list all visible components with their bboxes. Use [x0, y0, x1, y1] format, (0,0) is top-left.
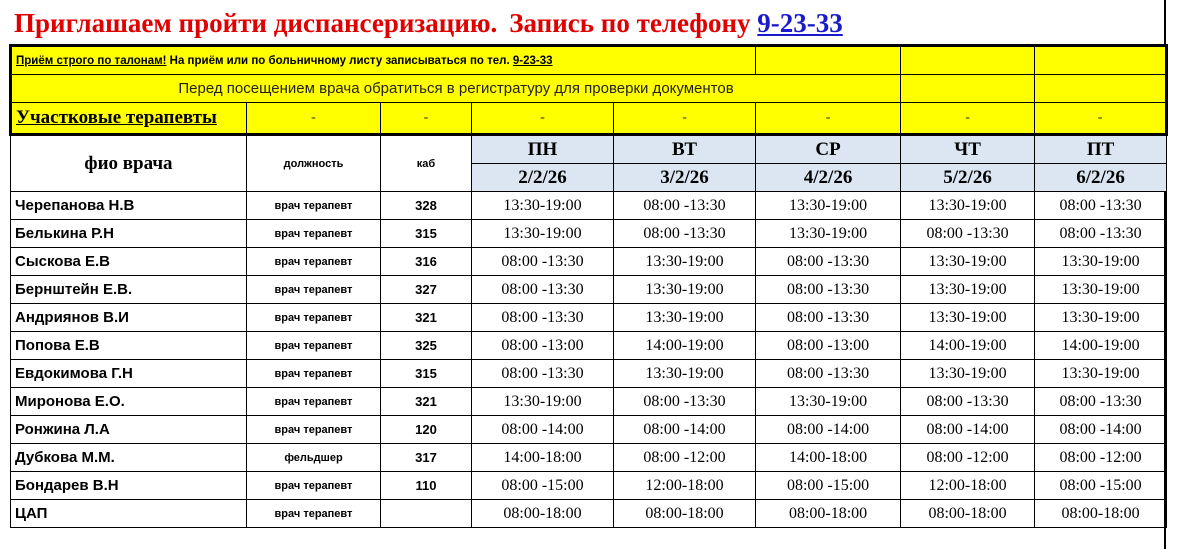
- doctor-name: Андриянов В.И: [11, 304, 247, 332]
- header-position: должность: [247, 135, 381, 192]
- table-row: [11, 360, 1167, 388]
- doctor-hours: 13:30-19:00: [901, 276, 1035, 304]
- doctor-position: врач терапевт: [247, 192, 381, 220]
- doctor-hours: 08:00 -13:30: [472, 304, 614, 332]
- doctor-hours: 13:30-19:00: [472, 220, 614, 248]
- table-row: [11, 248, 1167, 276]
- schedule-table: [9, 44, 1168, 528]
- header-date-fri: 6/2/26: [1035, 164, 1167, 192]
- doctor-position: врач терапевт: [247, 248, 381, 276]
- doctor-hours: 13:30-19:00: [756, 388, 901, 416]
- doctor-hours: 14:00-19:00: [901, 332, 1035, 360]
- header-cabinet: каб: [381, 135, 472, 192]
- doctor-hours: 08:00 -13:30: [1035, 220, 1167, 248]
- doctor-position: врач терапевт: [247, 276, 381, 304]
- title-text: Приглашаем пройти диспансеризацию.: [14, 8, 498, 38]
- info-cell: Перед посещением врача обратиться в регистратуру для проверки документов: [11, 75, 901, 103]
- doctor-cabinet: 325: [381, 332, 472, 360]
- doctor-cabinet: 317: [381, 444, 472, 472]
- doctor-name: Бернштейн Е.В.: [11, 276, 247, 304]
- doctor-hours: 08:00 -15:00: [1035, 472, 1167, 500]
- header-day-tue: ВТ: [614, 135, 756, 164]
- doctor-hours: 08:00 -13:30: [1035, 388, 1167, 416]
- header-fio: фио врача: [11, 135, 247, 192]
- doctor-hours: 08:00 -12:00: [901, 444, 1035, 472]
- doctor-hours: 13:30-19:00: [472, 192, 614, 220]
- doctor-name: Белькина Р.Н: [11, 220, 247, 248]
- dash-cell: -: [756, 103, 901, 135]
- doctor-hours: 08:00 -15:00: [756, 472, 901, 500]
- doctor-hours: 08:00 -13:30: [614, 388, 756, 416]
- doctor-hours: 13:30-19:00: [1035, 304, 1167, 332]
- doctor-name: Сыскова Е.В: [11, 248, 247, 276]
- doctor-hours: 13:30-19:00: [1035, 360, 1167, 388]
- table-row: [11, 220, 1167, 248]
- doctor-hours: 08:00-18:00: [614, 500, 756, 528]
- table-row: [11, 276, 1167, 304]
- doctor-hours: 08:00 -13:30: [472, 248, 614, 276]
- doctor-hours: 13:30-19:00: [614, 304, 756, 332]
- doctor-cabinet: 110: [381, 472, 472, 500]
- dash-cell: -: [472, 103, 614, 135]
- doctor-hours: 08:00-18:00: [472, 500, 614, 528]
- doctor-hours: 08:00 -13:00: [472, 332, 614, 360]
- doctor-hours: 12:00-18:00: [614, 472, 756, 500]
- doctor-cabinet: 120: [381, 416, 472, 444]
- doctor-hours: 13:30-19:00: [472, 388, 614, 416]
- title-text-2: Запись по телефону: [509, 8, 751, 38]
- doctor-hours: 08:00-18:00: [901, 500, 1035, 528]
- dash-cell: -: [614, 103, 756, 135]
- doctor-cabinet: 321: [381, 388, 472, 416]
- table-row: [11, 444, 1167, 472]
- doctor-hours: 08:00 -13:00: [756, 332, 901, 360]
- notice-cell: [11, 46, 756, 75]
- doctor-hours: 08:00 -14:00: [614, 416, 756, 444]
- table-row: [11, 472, 1167, 500]
- doctor-hours: 13:30-19:00: [614, 360, 756, 388]
- doctor-name: Миронова Е.О.: [11, 388, 247, 416]
- doctor-hours: 13:30-19:00: [901, 304, 1035, 332]
- doctor-hours: 12:00-18:00: [901, 472, 1035, 500]
- table-row: [11, 416, 1167, 444]
- info-empty-cell: [1035, 75, 1167, 103]
- doctor-position: фельдшер: [247, 444, 381, 472]
- header-date-wed: 4/2/26: [756, 164, 901, 192]
- dash-cell: -: [381, 103, 472, 135]
- doctor-hours: 13:30-19:00: [901, 192, 1035, 220]
- doctor-hours: 14:00-19:00: [614, 332, 756, 360]
- notice-empty-cell: [901, 46, 1035, 75]
- doctor-hours: 13:30-19:00: [1035, 248, 1167, 276]
- notice-rest: На приём или по больничному листу записываться по тел.: [166, 54, 513, 67]
- info-row: [11, 75, 1167, 103]
- doctor-hours: 13:30-19:00: [901, 360, 1035, 388]
- doctor-hours: 08:00 -13:30: [756, 248, 901, 276]
- header-row-days: [11, 135, 1167, 164]
- doctor-hours: 08:00 -14:00: [1035, 416, 1167, 444]
- doctor-hours: 08:00 -13:30: [614, 220, 756, 248]
- dash-cell: -: [901, 103, 1035, 135]
- doctor-hours: 14:00-18:00: [756, 444, 901, 472]
- doctor-name: ЦАП: [11, 500, 247, 528]
- doctor-name: Дубкова М.М.: [11, 444, 247, 472]
- doctor-hours: 08:00 -12:00: [614, 444, 756, 472]
- section-title: Участковые терапевты: [11, 103, 247, 135]
- doctor-cabinet: 327: [381, 276, 472, 304]
- info-empty-cell: [901, 75, 1035, 103]
- doctor-hours: 08:00 -14:00: [756, 416, 901, 444]
- doctor-hours: 14:00-19:00: [1035, 332, 1167, 360]
- doctor-cabinet: [381, 500, 472, 528]
- doctor-hours: 08:00 -13:30: [756, 304, 901, 332]
- table-row: [11, 388, 1167, 416]
- header-day-mon: ПН: [472, 135, 614, 164]
- doctor-name: Черепанова Н.В: [11, 192, 247, 220]
- doctor-name: Ронжина Л.А: [11, 416, 247, 444]
- table-row: [11, 192, 1167, 220]
- doctor-hours: 08:00 -14:00: [472, 416, 614, 444]
- header-day-fri: ПТ: [1035, 135, 1167, 164]
- doctor-hours: 08:00-18:00: [756, 500, 901, 528]
- doctor-hours: 14:00-18:00: [472, 444, 614, 472]
- doctor-cabinet: 315: [381, 360, 472, 388]
- doctor-hours: 08:00 -13:30: [472, 276, 614, 304]
- doctor-hours: 13:30-19:00: [756, 220, 901, 248]
- header-date-mon: 2/2/26: [472, 164, 614, 192]
- doctor-position: врач терапевт: [247, 332, 381, 360]
- doctor-cabinet: 328: [381, 192, 472, 220]
- header-day-thu: ЧТ: [901, 135, 1035, 164]
- doctor-position: врач терапевт: [247, 220, 381, 248]
- doctor-hours: 08:00 -13:30: [1035, 192, 1167, 220]
- doctor-position: врач терапевт: [247, 304, 381, 332]
- doctor-name: Попова Е.В: [11, 332, 247, 360]
- doctor-hours: 08:00 -12:00: [1035, 444, 1167, 472]
- notice-empty-cell: [1035, 46, 1167, 75]
- header-date-thu: 5/2/26: [901, 164, 1035, 192]
- doctor-hours: 08:00 -15:00: [472, 472, 614, 500]
- doctor-position: врач терапевт: [247, 360, 381, 388]
- table-row: [11, 304, 1167, 332]
- header-day-wed: СР: [756, 135, 901, 164]
- doctor-hours: 13:30-19:00: [756, 192, 901, 220]
- doctor-hours: 08:00 -13:30: [756, 276, 901, 304]
- notice-empty-cell: [756, 46, 901, 75]
- doctor-cabinet: 321: [381, 304, 472, 332]
- doctor-position: врач терапевт: [247, 500, 381, 528]
- doctor-cabinet: 315: [381, 220, 472, 248]
- doctor-hours: 08:00-18:00: [1035, 500, 1167, 528]
- header-date-tue: 3/2/26: [614, 164, 756, 192]
- doctor-position: врач терапевт: [247, 388, 381, 416]
- doctor-hours: 13:30-19:00: [614, 248, 756, 276]
- doctor-name: Бондарев В.Н: [11, 472, 247, 500]
- table-row: [11, 500, 1167, 528]
- doctor-hours: 13:30-19:00: [901, 248, 1035, 276]
- doctor-hours: 08:00 -13:30: [901, 220, 1035, 248]
- doctor-hours: 08:00 -13:30: [756, 360, 901, 388]
- notice-row: [11, 46, 1167, 75]
- doctor-hours: 08:00 -14:00: [901, 416, 1035, 444]
- dash-cell: -: [247, 103, 381, 135]
- doctor-hours: 08:00 -13:30: [614, 192, 756, 220]
- doctor-hours: 13:30-19:00: [614, 276, 756, 304]
- doctor-cabinet: 316: [381, 248, 472, 276]
- page-title: [14, 6, 843, 40]
- doctor-hours: 08:00 -13:30: [472, 360, 614, 388]
- doctor-name: Евдокимова Г.Н: [11, 360, 247, 388]
- notice-phone: 9-23-33: [512, 54, 553, 67]
- title-phone-link[interactable]: 9-23-33: [757, 8, 843, 38]
- dash-cell: -: [1035, 103, 1167, 135]
- section-row: [11, 103, 1167, 135]
- table-row: [11, 332, 1167, 360]
- doctor-position: врач терапевт: [247, 416, 381, 444]
- doctor-hours: 08:00 -13:30: [901, 388, 1035, 416]
- doctor-hours: 13:30-19:00: [1035, 276, 1167, 304]
- notice-bold: Приём строго по талонам!: [16, 54, 167, 67]
- doctor-position: врач терапевт: [247, 472, 381, 500]
